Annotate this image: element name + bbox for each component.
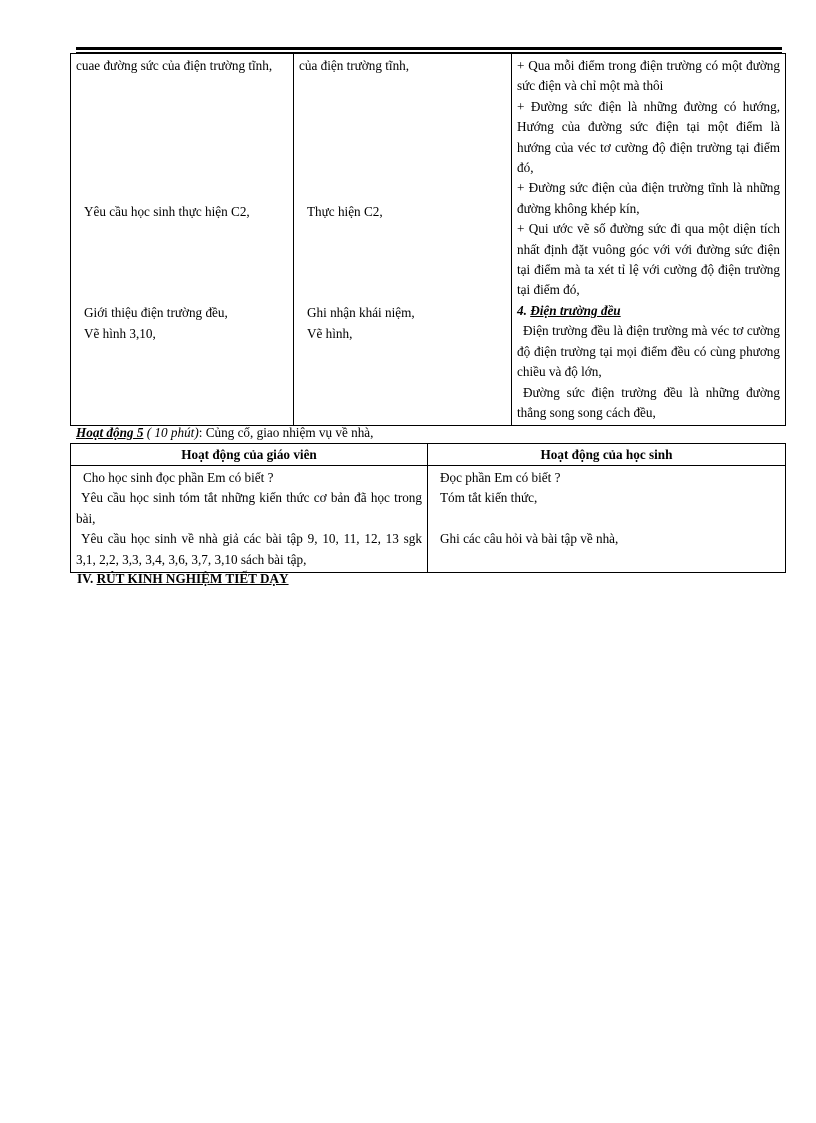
section-title: RÚT KINH NGHIỆM TIẾT DẠY bbox=[96, 571, 289, 586]
teacher-item: Cho học sinh đọc phần Em có biết ? bbox=[83, 470, 274, 485]
section-heading-uniform-field bbox=[517, 301, 780, 321]
student-continuation: của điện trường tĩnh, bbox=[299, 58, 410, 73]
header-student: Hoạt động của học sinh bbox=[428, 444, 786, 466]
student-note-concept: Ghi nhận khái niệm, bbox=[307, 305, 415, 320]
uniform-field-lines: Đường sức điện trường đều là những đường thẳng song song cách đều, bbox=[517, 384, 780, 420]
student-item: Đọc phần Em có biết ? bbox=[440, 470, 561, 485]
teacher-c2-request: Yêu cầu học sinh thực hiện C2, bbox=[84, 204, 250, 219]
field-line-property-1: + Qua mỗi điểm trong điện trường có một đường sức điện và chỉ một mà thôi bbox=[517, 58, 780, 94]
student-activities bbox=[428, 466, 786, 573]
field-line-property-3: + Đường sức điện của điện trường tĩnh là những đường không khép kín, bbox=[517, 180, 780, 216]
student-c2-do: Thực hiện C2, bbox=[307, 204, 383, 219]
teacher-item: Yêu cầu học sinh tóm tắt những kiến thức cơ bản đã học trong bài, bbox=[76, 490, 422, 526]
section-number: IV. bbox=[77, 571, 94, 586]
student-draw: Vẽ hình, bbox=[307, 326, 353, 341]
lesson-table-continued bbox=[70, 53, 786, 426]
teacher-cell bbox=[71, 54, 294, 426]
heading-number: 4. bbox=[517, 302, 527, 318]
activity-5-heading bbox=[76, 424, 373, 442]
field-line-property-2: + Đường sức điện là những đường có hướng, Hướng của đường sức điện tại một điểm là hướng của véc tơ cường độ điện trường tại điểm đó, bbox=[517, 98, 780, 176]
teacher-draw-figure: Vẽ hình 3,10, bbox=[84, 326, 156, 341]
table-header-row bbox=[71, 444, 786, 466]
activity-label: Hoạt động 5 bbox=[76, 425, 144, 440]
field-line-property-4: + Qui ước vẽ số đường sức đi qua một diện tích nhất định đặt vuông góc với với đường sức điện tại điểm mà ta xét tỉ lệ với cường độ điện trường tại điểm đó, bbox=[517, 221, 780, 298]
content-cell bbox=[512, 54, 786, 426]
table-row bbox=[71, 466, 786, 573]
activity-description: : Củng cố, giao nhiệm vụ về nhà, bbox=[198, 425, 374, 440]
section-iv-heading bbox=[77, 570, 289, 588]
activity-5-table bbox=[70, 443, 786, 573]
heading-text: Điện trường đều bbox=[530, 302, 621, 318]
student-item: Tóm tắt kiến thức, bbox=[440, 490, 538, 506]
activity-time: ( 10 phút) bbox=[146, 425, 199, 440]
student-cell bbox=[294, 54, 512, 426]
teacher-item: Yêu cầu học sinh về nhà giả các bài tập 9, 10, 11, 12, 13 sgk 3,1, 2,2, 3,3, 3,4, 3,6, 3,7, 3,10 sách bài tập, bbox=[76, 531, 422, 567]
teacher-continuation: cuae đường sức của điện trường tĩnh, bbox=[76, 58, 273, 73]
teacher-intro-uniform-field: Giới thiệu điện trường đều, bbox=[84, 305, 228, 320]
table-row bbox=[71, 54, 786, 426]
header-teacher: Hoạt động của giáo viên bbox=[71, 444, 428, 466]
student-item: Ghi các câu hỏi và bài tập về nhà, bbox=[440, 530, 619, 546]
header-rule-thick bbox=[76, 47, 782, 50]
teacher-activities bbox=[71, 466, 428, 573]
uniform-field-definition: Điện trường đều là điện trường mà véc tơ cường độ điện trường tại mọi điểm đều có cùng phương chiều và độ lớn, bbox=[517, 323, 780, 380]
